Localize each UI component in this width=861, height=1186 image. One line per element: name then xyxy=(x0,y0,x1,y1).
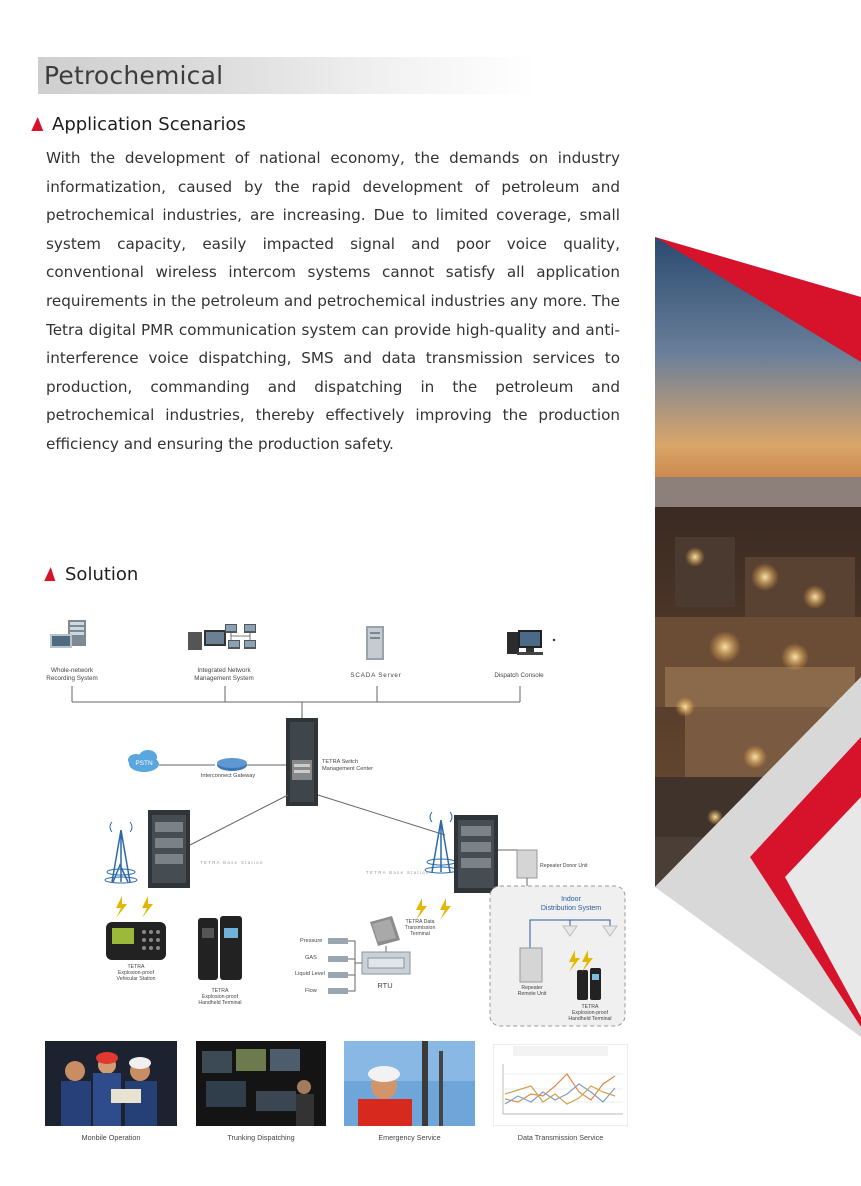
switch-label-line1: TETRA Switch xyxy=(322,759,359,765)
dispatch-label: Dispatch Console xyxy=(494,672,544,679)
donor-label: Repeater Donor Unit xyxy=(540,863,588,869)
gallery-caption-1: Monbile Operation xyxy=(81,1133,141,1142)
pstn-label: PSTN xyxy=(135,760,153,767)
sensor-pressure-icon xyxy=(328,938,348,944)
refinery-photo xyxy=(655,237,861,1186)
bs-left-label: TETRA Base Station xyxy=(200,860,264,865)
repeater-remote-unit-icon xyxy=(520,948,542,982)
network-management-icon xyxy=(188,624,256,650)
vehicle-label-line3: Vehicular Station xyxy=(116,976,156,982)
vehicle-label-line2: Explosion-proof xyxy=(117,970,155,976)
handheld2-label-line3: Handheld Terminal xyxy=(568,1016,612,1022)
data-terminal-line1: TETRA Data xyxy=(405,919,435,925)
section-marker-icon xyxy=(31,117,46,131)
solution-heading: Solution xyxy=(65,564,139,585)
sensor-flow-icon xyxy=(328,988,348,994)
handheld2-label-line1: TETRA xyxy=(581,1004,599,1010)
gallery-photo-mobile-operation xyxy=(45,1041,177,1126)
remote-label-line2: Remote Unit xyxy=(517,991,547,997)
left-base-station-icon xyxy=(105,810,190,888)
gateway-label: Interconnect Gateway xyxy=(200,773,256,779)
gallery-photo-emergency-service xyxy=(344,1041,475,1126)
pressure-label: Pressure xyxy=(300,938,323,944)
handheld-label-line1: TETRA xyxy=(211,988,229,994)
liquid-label: Liquid Level xyxy=(295,971,325,977)
sensor-liquid-icon xyxy=(328,972,348,978)
handheld2-label-line2: Explosion-proof xyxy=(571,1010,609,1016)
gallery-caption-4: Data Transmission Service xyxy=(517,1133,604,1142)
vehicle-label-line1: TETRA xyxy=(127,964,145,970)
recording-label-line1: Whole-network xyxy=(51,667,93,674)
right-base-station-icon xyxy=(425,812,498,893)
sensor-gas-icon xyxy=(328,956,348,962)
bs-right-label: TETRA Base Station xyxy=(366,870,430,875)
page-title: Petrochemical xyxy=(44,61,224,90)
data-terminal-line2: Transmission xyxy=(404,925,436,931)
lightning-icon xyxy=(416,898,427,920)
gateway-router-icon xyxy=(217,758,247,771)
rtu-icon xyxy=(362,952,410,974)
scada-server-icon xyxy=(366,626,384,660)
lightning-icon xyxy=(116,896,127,918)
indoor-label-line1: Indoor xyxy=(561,896,581,903)
recording-system-icon xyxy=(50,620,86,648)
gas-label: GAS xyxy=(305,955,317,961)
vehicle-station-icon xyxy=(106,922,166,960)
switch-label-line2: Management Center xyxy=(322,765,373,772)
handheld-label-line3: Handheld Terminal xyxy=(198,1000,242,1006)
application-heading: Application Scenarios xyxy=(52,114,246,135)
repeater-donor-unit-icon xyxy=(517,850,537,878)
lightning-icon xyxy=(142,896,153,918)
gallery-photo-data-transmission xyxy=(493,1044,628,1126)
indoor-label-line2: Distribution System xyxy=(540,905,602,912)
application-body: With the development of national economy, the demands on industry informatization, caused by the rapid development of petroleum and petrochemical industries, are increasing. Due to limited coverage, small system capacity, easily impacted signal and poor voice quality, conventional wireless intercom systems cannot satisfy all application requirements in the petroleum and petrochemical industries any more. The Tetra digital PMR communication system can provide high-quality and anti-interference voice dispatching, SMS and data transmission services to production, commanding and dispatching in the petroleum and petrochemical industries, thereby effectively improving the production efficiency and ensuring the production safety. xyxy=(46,149,620,453)
nms-label-line1: Integrated Network xyxy=(197,667,251,674)
handheld-label-line2: Explosion-proof xyxy=(201,994,239,1000)
dispatch-console-icon xyxy=(507,630,555,655)
gallery-photo-trunking-dispatching xyxy=(196,1041,326,1126)
data-terminal-line3: Terminal xyxy=(410,931,430,937)
flow-label: Flow xyxy=(305,988,317,994)
handheld-radio-icon xyxy=(198,916,242,980)
recording-label-line2: Recording System xyxy=(46,675,98,682)
remote-label-line1: Repeater xyxy=(521,985,543,991)
nms-label-line2: Management System xyxy=(194,675,254,682)
section-marker-icon xyxy=(44,567,58,581)
switch-center-cabinet-icon xyxy=(286,718,318,806)
network-diagram xyxy=(20,610,640,1030)
gallery-caption-2: Trunking Dispatching xyxy=(227,1133,295,1142)
gallery-caption-3: Emergency Service xyxy=(378,1133,441,1142)
rtu-label: RTU xyxy=(377,981,393,990)
scada-label: SCADA Server xyxy=(350,672,402,679)
lightning-icon xyxy=(440,898,451,920)
